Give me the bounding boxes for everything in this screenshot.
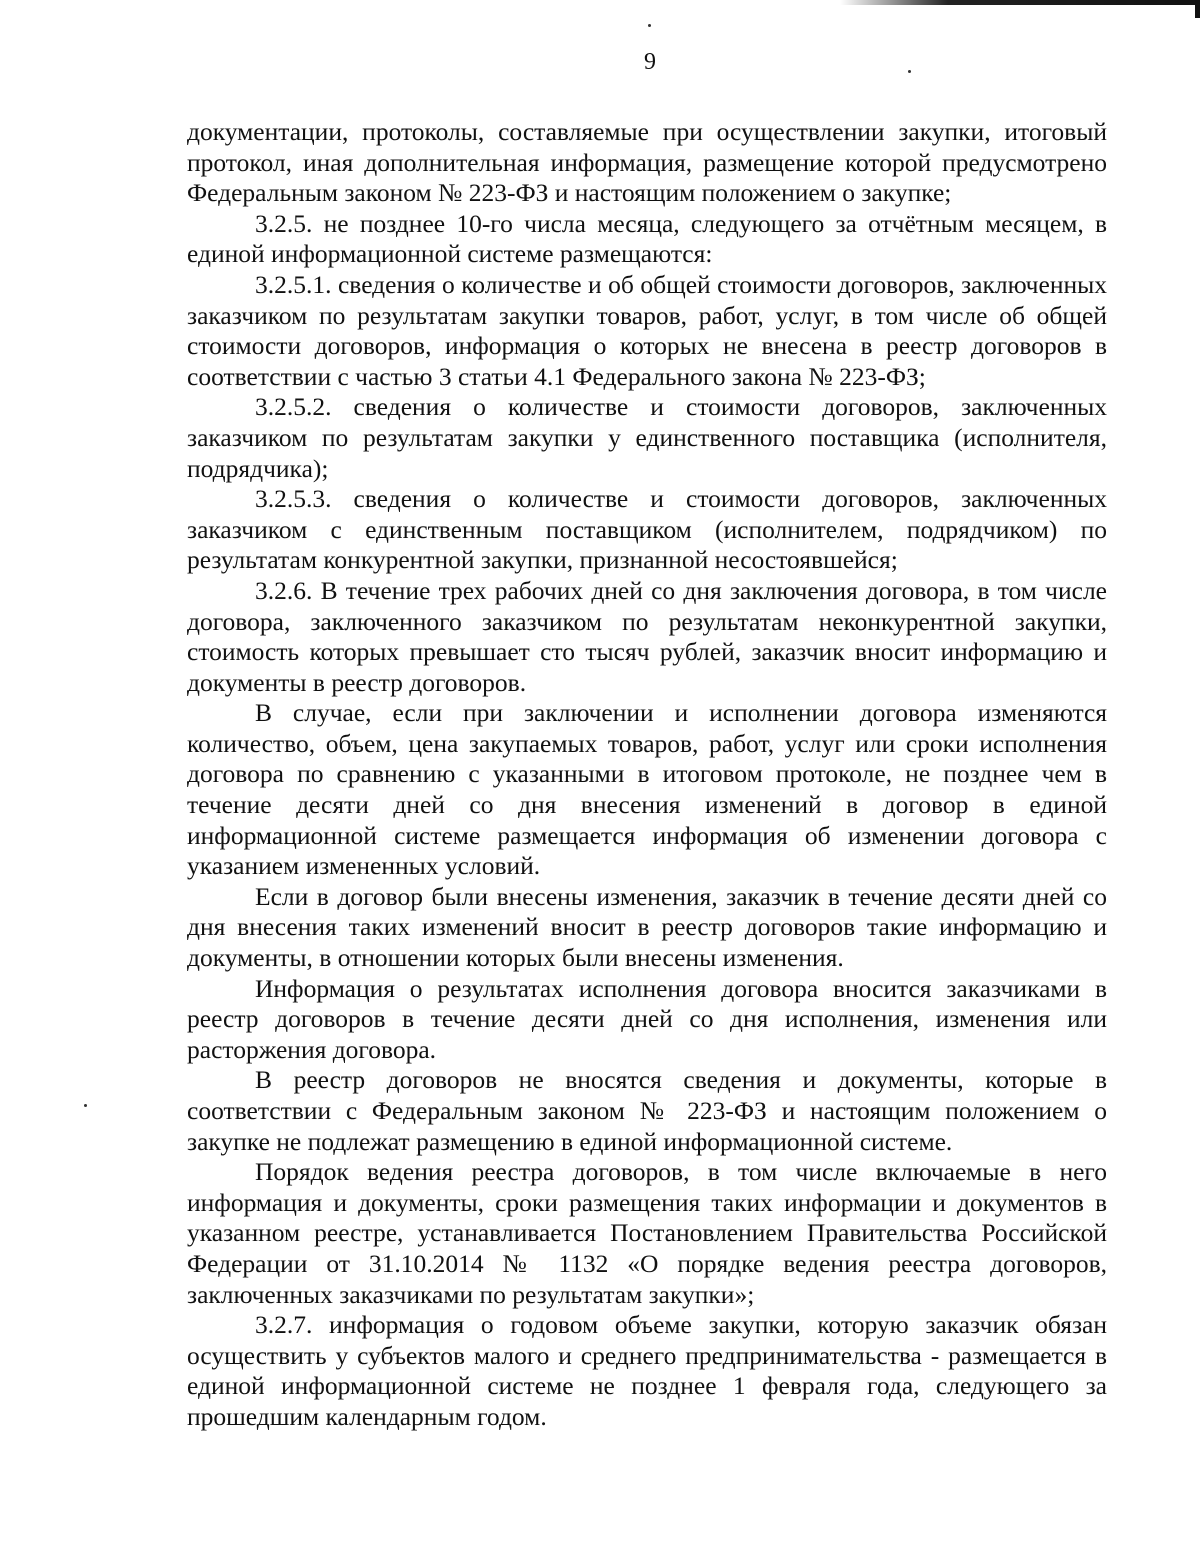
scan-speck: [84, 1104, 87, 1107]
scan-speck: [648, 24, 651, 27]
paragraph-continuation: документации, протоколы, составляемые при осуществлении закупки, итоговый протокол, иная дополнительная информация, размещение которой предусмотрено Федеральным законом № 223-ФЗ и настоящим положением о закупке;: [187, 117, 1107, 208]
document-body: [187, 117, 1107, 1433]
paragraph-3-2-5-3: 3.2.5.3. сведения о количестве и стоимости договоров, заключенных заказчиком с единственным поставщиком (исполнителем, подрядчиком) по результатам конкурентной закупки, признанной несостоявшейся;: [187, 484, 1107, 575]
scan-edge-mark: [840, 0, 1200, 5]
paragraph-contract-changes: В случае, если при заключении и исполнении договора изменяются количество, объем, цена закупаемых товаров, работ, услуг или сроки исполнения договора по сравнению с указанными в итоговом протоколе, не позднее чем в течение десяти дней со дня внесения изменений в договор в единой информационной системе размещается информация об изменении договора с указанием измененных условий.: [187, 698, 1107, 881]
paragraph-registry-exclusions: В реестр договоров не вносятся сведения и документы, которые в соответствии с Федеральным законом № 223-ФЗ и настоящим положением о закупке не подлежат размещению в единой информационной системе.: [187, 1065, 1107, 1156]
paragraph-registry-procedure: Порядок ведения реестра договоров, в том числе включаемые в него информация и документы, сроки размещения таких информации и документов в указанном реестре, устанавливается Постановлением Правительства Российской Федерации от 31.10.2014 № 1132 «О порядке ведения реестра договоров, заключенных заказчиками по результатам закупки»;: [187, 1157, 1107, 1309]
paragraph-3-2-6: 3.2.6. В течение трех рабочих дней со дня заключения договора, в том числе договора, заключенного заказчиком по результатам неконкурентной закупки, стоимость которых превышает сто тысяч рублей, заказчик вносит информацию и документы в реестр договоров.: [187, 575, 1107, 697]
paragraph-3-2-5: 3.2.5. не позднее 10-го числа месяца, следующего за отчётным месяцем, в единой информационной системе размещаются:: [187, 208, 1107, 269]
paragraph-3-2-7: 3.2.7. информация о годовом объеме закупки, которую заказчик обязан осуществить у субъектов малого и среднего предпринимательства - размещается в единой информационной системе не позднее 1 февраля года, следующего за прошедшим календарным годом.: [187, 1310, 1107, 1431]
paragraph-execution-results: Информация о результатах исполнения договора вносится заказчиками в реестр договоров в течение десяти дней со дня исполнения, изменения или расторжения договора.: [187, 973, 1107, 1064]
scan-corner-mark: [1195, 0, 1200, 18]
paragraph-changes-registry: Если в договор были внесены изменения, заказчик в течение десяти дней со дня внесения таких изменений вносит в реестр договоров такие информацию и документы, в отношении которых были внесены изменения.: [187, 881, 1107, 973]
paragraph-3-2-5-1: 3.2.5.1. сведения о количестве и об общей стоимости договоров, заключенных заказчиком по результатам закупки товаров, работ, услуг, в том числе об общей стоимости договоров, информация о которых не внесена в реестр договоров в соответствии с частью 3 статьи 4.1 Федерального закона № 223-ФЗ;: [187, 269, 1107, 391]
page-number: 9: [644, 49, 656, 75]
paragraph-3-2-5-2: 3.2.5.2. сведения о количестве и стоимости договоров, заключенных заказчиком по результатам закупки у единственного поставщика (исполнителя, подрядчика);: [187, 392, 1107, 483]
